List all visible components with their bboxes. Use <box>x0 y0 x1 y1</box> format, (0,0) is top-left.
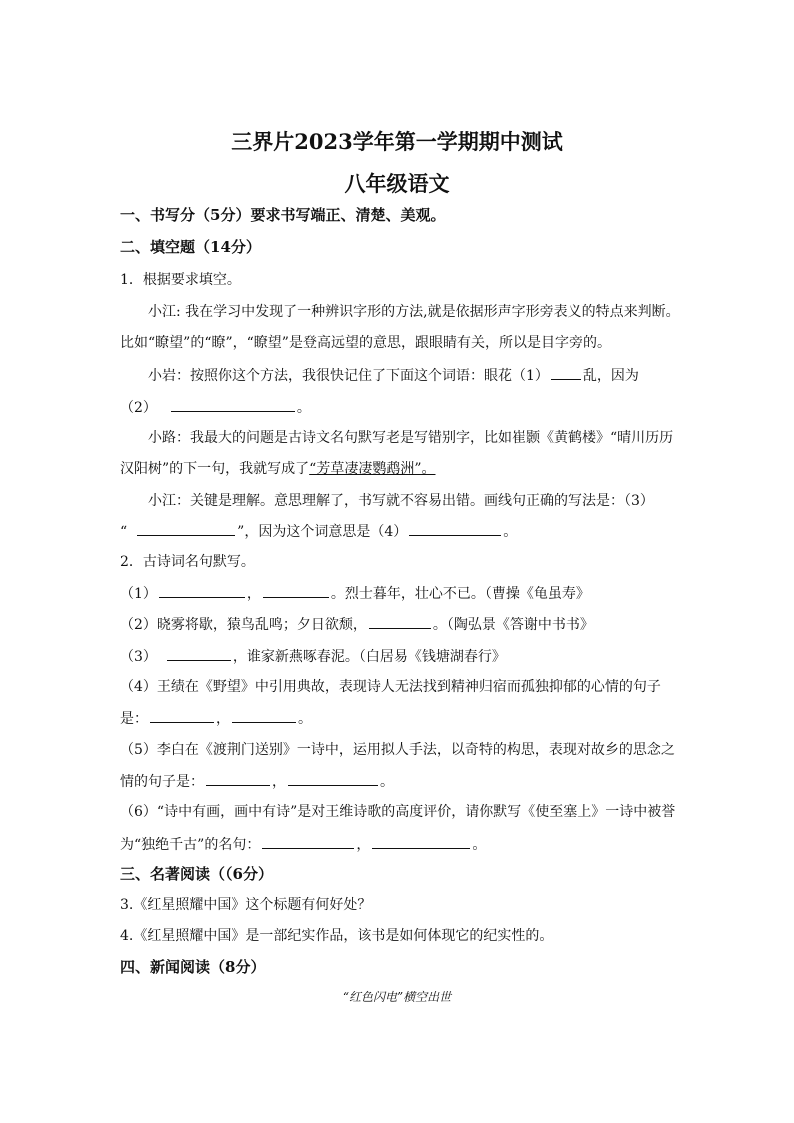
text: ，谁家新燕啄春泥。（白居易《钱塘湖春行》 <box>232 649 506 665</box>
section-1-heading: 一、书写分（5分）要求书写端正、清楚、美观。 <box>120 206 446 224</box>
text: 。 <box>380 774 394 790</box>
text: 乱，因为 <box>582 368 639 384</box>
poem-item-2 <box>120 614 594 635</box>
text: （2） <box>120 400 157 416</box>
answer-blank[interactable] <box>232 708 296 723</box>
answer-blank[interactable] <box>159 583 245 598</box>
underlined-sentence: “芳草凄凄鹦鹉洲”。 <box>309 461 436 477</box>
article-title: “红色闪电”横空出世 <box>342 990 452 1004</box>
text: ， <box>246 586 261 602</box>
text: 。 <box>296 400 311 416</box>
text: 是： <box>120 711 148 727</box>
text: 为“独绝千古”的名句： <box>120 837 261 853</box>
answer-blank[interactable] <box>262 834 354 849</box>
text: ”，因为这个词意思是（4） <box>237 524 408 540</box>
paragraph-xiaolu-a: 小路：我最大的问题是古诗文名句默写老是写错别字，比如崔颢《黄鹤楼》“晴川历历 <box>148 430 674 446</box>
poem-item-6b <box>120 834 486 855</box>
answer-blank-2[interactable] <box>171 397 295 412</box>
text: （3） <box>120 649 157 665</box>
section-4-heading: 四、新闻阅读（8分） <box>120 958 266 976</box>
paragraph-xiaojiang-2b <box>120 521 517 542</box>
text: 。 <box>298 711 312 727</box>
answer-blank-3[interactable] <box>137 521 235 536</box>
text: “ <box>120 524 128 540</box>
question-3: 3.《红星照耀中国》这个标题有何好处？ <box>120 897 372 913</box>
text: 。烈士暮年，壮心不已。（曹操《龟虽寿》 <box>330 586 590 602</box>
poem-item-3 <box>120 646 506 667</box>
answer-blank[interactable] <box>206 771 270 786</box>
answer-blank[interactable] <box>167 646 231 661</box>
text: 小岩：按照你这个方法，我很快记住了下面这个词语：眼花（1） <box>148 368 549 384</box>
text: ， <box>272 774 286 790</box>
answer-blank[interactable] <box>288 771 378 786</box>
answer-blank-1[interactable] <box>551 365 581 380</box>
paragraph-xiaolu-b <box>120 459 436 479</box>
poem-item-4a: （4）王绩在《野望》中引用典故，表现诗人无法找到精神归宿而孤独抑郁的心情的句子 <box>120 679 661 695</box>
answer-blank[interactable] <box>263 583 329 598</box>
text: 汉阳树”的下一句，我就写成了 <box>120 461 310 477</box>
question-2: 2．古诗词名句默写。 <box>120 554 255 570</box>
paragraph-xiaojiang-2a: 小江：关键是理解。意思理解了，书写就不容易出错。画线句正确的写法是：（3） <box>148 493 654 509</box>
question-1: 1．根据要求填空。 <box>120 272 241 288</box>
answer-blank-4[interactable] <box>409 521 501 536</box>
text: ， <box>356 837 371 853</box>
text: 。 <box>472 837 487 853</box>
text: （1） <box>120 586 157 602</box>
text: 。 <box>503 524 518 540</box>
page-subtitle: 八年级语文 <box>344 171 450 196</box>
text: ， <box>216 711 230 727</box>
answer-blank[interactable] <box>369 614 431 629</box>
poem-item-4b <box>120 708 312 729</box>
question-4: 4.《红星照耀中国》是一部纪实作品，该书是如何体现它的纪实性的。 <box>120 928 554 944</box>
poem-item-5b <box>120 771 394 792</box>
paragraph-xiaojiang-1a: 小江: 我在学习中发现了一种辨识字形的方法,就是依据形声字形旁表义的特点来判断。 <box>148 304 680 320</box>
answer-blank[interactable] <box>372 834 470 849</box>
text: 。（陶弘景《答谢中书书》 <box>432 617 594 633</box>
paragraph-xiaoyan-b <box>120 397 311 418</box>
poem-item-5a: （5）李白在《渡荆门送别》一诗中，运用拟人手法，以奇特的构思，表现对故乡的思念之 <box>120 742 675 758</box>
text: 情的句子是： <box>120 774 204 790</box>
text: （2）晓雾将歇，猿鸟乱鸣；夕日欲颓， <box>120 617 367 633</box>
section-2-heading: 二、填空题（14分） <box>120 238 261 256</box>
paragraph-xiaoyan-a <box>148 365 639 386</box>
poem-item-1 <box>120 583 590 604</box>
paragraph-xiaojiang-1b: 比如“瞭望”的“瞭”，“瞭望”是登高远望的意思，跟眼睛有关，所以是目字旁的。 <box>120 335 611 351</box>
section-3-heading: 三、名著阅读（（6分） <box>120 865 273 883</box>
poem-item-6a: （6）“诗中有画，画中有诗”是对王维诗歌的高度评价，请你默写《使至塞上》一诗中被誉 <box>120 804 676 820</box>
answer-blank[interactable] <box>150 708 214 723</box>
page-title: 三界片2023学年第一学期期中测试 <box>231 129 563 154</box>
